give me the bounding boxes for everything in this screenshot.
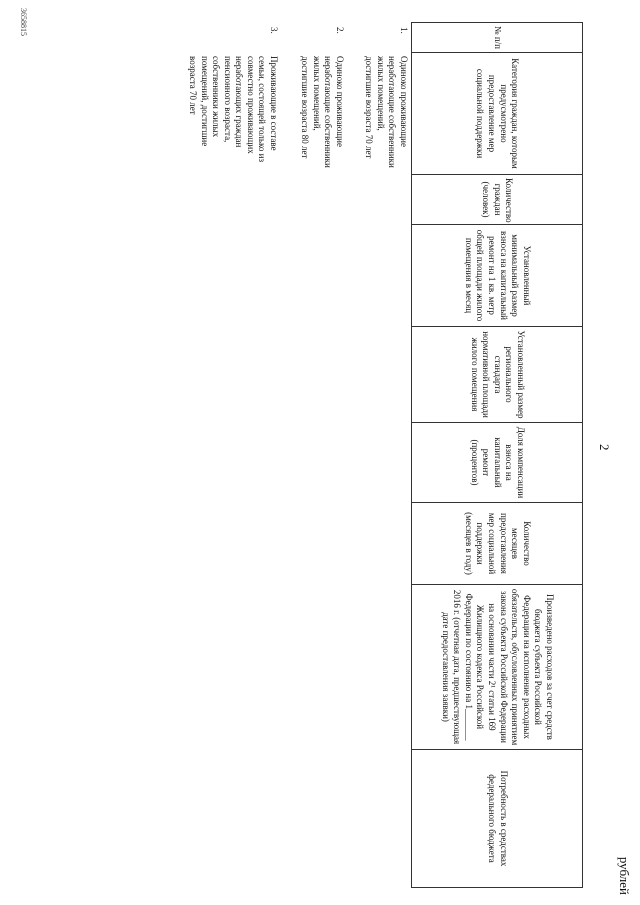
row-cell (157, 175, 281, 225)
row-category: Одиноко проживающие неработающие собственники жилых помещений, достигшие возраста 80 лет (281, 53, 347, 175)
row-cell (157, 503, 281, 585)
row-cell (347, 503, 412, 585)
header-federal-need: Потребность в средствах федерального бюджета (412, 750, 583, 888)
row-number: 1. (347, 23, 412, 53)
row-cell (157, 750, 281, 888)
header-compensation-share: Доля компенсации взноса на капитальный ремонт (процентов) (412, 423, 583, 503)
row-cell (347, 327, 412, 423)
row-category: Проживающие в составе семьи, состоящей только из совместно проживающих неработающих граждан пенсионного возраста, собственники жилых помещений, достигшие возраста 70 лет (157, 53, 281, 175)
row-cell (281, 750, 347, 888)
row-cell (281, 503, 347, 585)
page-number: 2 (597, 444, 612, 451)
row-cell (281, 327, 347, 423)
row-cell (347, 423, 412, 503)
row-category: Одиноко проживающие неработающие собственники жилых помещений, достигшие возраста 70 лет (347, 53, 412, 175)
table-row (157, 23, 281, 888)
table-row (281, 23, 347, 888)
row-cell (281, 175, 347, 225)
row-cell (281, 585, 347, 750)
row-cell (157, 585, 281, 750)
header-months-count: Количество месяцев предоставления мер социальной поддержки (месяцев в году) (412, 503, 583, 585)
row-cell (157, 327, 281, 423)
subsidy-needs-table (157, 22, 583, 888)
row-cell (347, 225, 412, 327)
header-area-standard: Установленный размер регионального стандарта нормативной площади жилого помещения (412, 327, 583, 423)
row-number: 3. (157, 23, 281, 53)
header-min-contribution: Установленный минимальный размер взноса на капитальный ремонт на 1 кв. метр общей площади жилого помещения в месяц (412, 225, 583, 327)
header-regional-expenses: Произведено расходов за счет средств бюджета субъекта Российской Федерации на исполнение расходных обязательств, обусловленных принятием закона субъекта Российской Федерации на основании части 2¹ статьи 169 Жилищного кодекса Российской Федерации по состоянию на 1_______ 2016 г. (отчетная дата, предшествующая дате предоставления заявки) (412, 585, 583, 750)
row-cell (347, 175, 412, 225)
row-cell (157, 423, 281, 503)
document-code: 3658815 (19, 8, 28, 36)
row-cell (281, 225, 347, 327)
currency-label: рублей (617, 856, 632, 895)
header-category: Категория граждан, которым предусмотрено предоставление мер социальной поддержки (412, 53, 583, 175)
header-number: № п/п (412, 23, 583, 53)
row-cell (347, 585, 412, 750)
row-cell (347, 750, 412, 888)
row-cell (281, 423, 347, 503)
table-row (347, 23, 412, 888)
table-header-row (412, 23, 583, 888)
header-citizen-count: Количество граждан (человек) (412, 175, 583, 225)
row-number: 2. (281, 23, 347, 53)
row-cell (157, 225, 281, 327)
